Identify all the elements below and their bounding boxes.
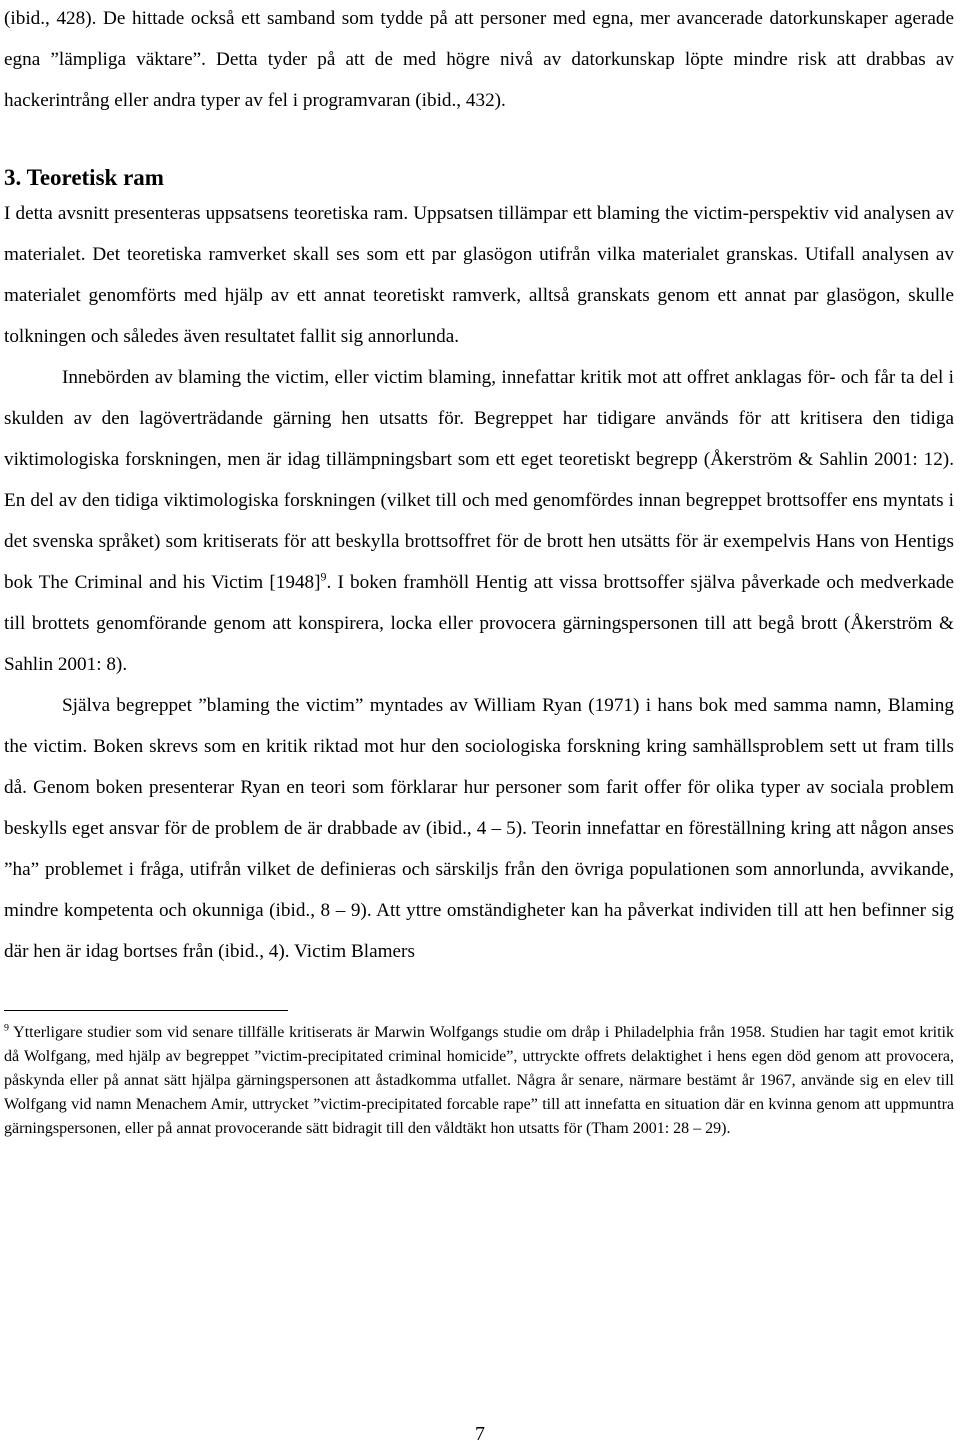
intro-paragraph: (ibid., 428). De hittade också ett samband som tydde på att personer med egna, mer avancerade datorkunskaper agerade egna ”lämpliga väktare”. Detta tyder på att de med högre nivå av datorkunskap löpte mindre risk att drabbas av hackerintrång eller andra typer av fel i programvaran (ibid., 432). [4, 8, 954, 111]
paragraph-victim-blaming [4, 357, 954, 685]
page-number: 7 [475, 1423, 485, 1445]
section-heading: 3. Teoretisk ram [4, 165, 164, 190]
footnote-text: Ytterligare studier som vid senare tillfälle kritiserats är Marwin Wolfgangs studie om dråp i Philadelphia från 1958. Studien har tagit emot kritik då Wolfgang, med hjälp av begreppet ”victim-precipitated criminal homicide”, uttryckte offrets delaktighet i hens egen död genom att provocera, påskynda eller på annat sätt hjälpa gärningspersonen att åstadkomma utfallet. Några år senare, närmare bestämt år 1967, använde sig en elev till Wolfgang vid namn Menachem Amir, uttrycket ”victim-precipitated forcable rape” till att innefatta en situation där en kvinna genom att uppmuntra gärningspersonen, eller på annat provocerande sätt bidragit till den våldtäkt hon utsatts för (Tham 2001: 28 – 29). [4, 1024, 954, 1137]
paragraph-2-text-a: Innebörden av blaming the victim, eller victim blaming, innefattar kritik mot att offret anklagas för- och får ta del i skulden av den lagöverträdande gärning hen utsatts för. Begreppet har tidigare används för att kritisera den tidiga viktimologiska forskningen, men är idag tillämpningsbart som ett eget teoretiskt begrepp (Åkerström & Sahlin 2001: 12). En del av den tidiga viktimologiska forskningen (vilket till och med genomfördes innan begreppet brottsoffer ens myntats i det svenska språket) som kritiserats för att beskylla brottsoffret för de brott hen utsätts för är exempelvis Hans von Hentigs bok The Criminal and his Victim [1948] [4, 367, 954, 593]
footnote-divider [4, 1010, 288, 1011]
footnote [4, 1021, 954, 1141]
paragraph-ryan: Själva begreppet ”blaming the victim” myntades av William Ryan (1971) i hans bok med samma namn, Blaming the victim. Boken skrevs som en kritik riktad mot hur den sociologiska forskning kring samhällsproblem sett ut fram tills då. Genom boken presenterar Ryan en teori som förklarar hur personer som farit offer för olika typer av sociala problem beskylls eget ansvar för de problem de är drabbade av (ibid., 4 – 5). Teorin innefattar en föreställning kring att någon anses ”ha” problemet i fråga, utifrån vilket de definieras och särskiljs från den övriga populationen som annorlunda, avvikande, mindre kompetenta och okunniga (ibid., 8 – 9). Att yttre omständigheter kan ha påverkat individen till att hen befinner sig där hen är idag bortses från (ibid., 4). Victim Blamers [4, 695, 954, 962]
footnote-marker: 9 [4, 1022, 9, 1034]
paragraph-2-text-b: . I boken framhöll Hentig att vissa brottsoffer själva påverkade och medverkade till brottets genomförande genom att konspirera, locka eller provocera gärningspersonen till att begå brott (Åkerström & Sahlin 2001: 8). [4, 572, 954, 675]
footnote-reference: 9 [320, 569, 327, 584]
paragraph-theoretical-frame: I detta avsnitt presenteras uppsatsens teoretiska ram. Uppsatsen tillämpar ett blaming the victim-perspektiv vid analysen av materialet. Det teoretiska ramverket skall ses som ett par glasögon utifrån vilka materialet granskas. Utifall analysen av materialet genomförts med hjälp av ett annat teoretiskt ramverk, alltså granskats genom ett annat par glasögon, skulle tolkningen och således även resultatet fallit sig annorlunda. [4, 203, 954, 347]
